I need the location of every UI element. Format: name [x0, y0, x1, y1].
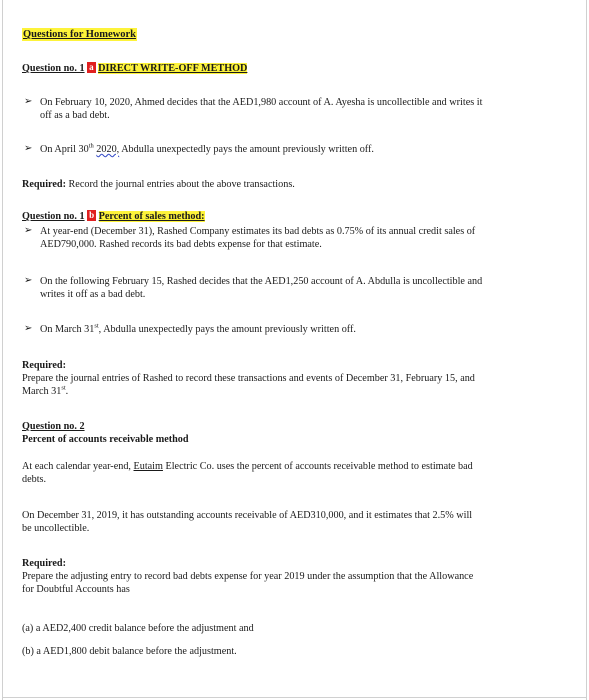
q1b-heading-label: Percent of sales method: [98, 211, 205, 222]
q2-option-b: (b) a AED1,800 debit balance before the adjustment. [22, 646, 237, 657]
q2-para-1-line-2: debts. [22, 474, 47, 486]
q1b-required-line-2-pre: March 31 [22, 386, 62, 398]
q2-paragraph-2 [22, 509, 570, 535]
q1b-required-line-1: Prepare the journal entries of Rashed to record these transactions and events of December 31, February 15, and [22, 373, 475, 385]
q2-heading-block [22, 420, 570, 446]
bullet-arrow-icon: ➢ [24, 225, 33, 236]
q2-para-1-post: Electric Co. uses the percent of accounts receivable method to estimate bad [162, 461, 473, 472]
q2-para-1-company: Eutaim [133, 461, 163, 472]
bullet-arrow-icon: ➢ [24, 143, 33, 154]
q2-required-line-1: Prepare the adjusting entry to record bad debts expense for year 2019 under the assumption that the Allowance [22, 571, 474, 583]
q1b-bullet-3 [24, 323, 572, 336]
page-border-bottom [2, 697, 587, 698]
q1a-required-text: Record the journal entries about the above transactions. [65, 179, 295, 190]
q1a-heading [22, 62, 247, 75]
q1b-required [22, 359, 570, 398]
bullet-arrow-icon: ➢ [24, 96, 33, 107]
q1b-bullet-2-line-1: On the following February 15, Rashed decides that the AED1,250 account of A. Abdulla is uncollectible and [40, 276, 483, 287]
q2-option-a: (a) a AED2,400 credit balance before the adjustment and [22, 623, 254, 634]
q1b-required-line-2-sup: st [61, 384, 66, 392]
q2-para-1-pre: At each calendar year-end, [22, 461, 134, 472]
q2-paragraph-1 [22, 460, 570, 486]
q2-para-2-line-1: On December 31, 2019, it has outstanding accounts receivable of AED310,000, and it estimates that 2.5% will [22, 510, 473, 521]
q1b-badge: b [89, 210, 95, 220]
page-border-left [2, 0, 3, 700]
q1b-required-label: Required: [22, 360, 66, 371]
q1a-bullet-2-post: Abdulla unexpectedly pays the amount previously written off. [119, 144, 374, 155]
q2-para-2-line-2: be uncollectible. [22, 523, 90, 535]
bullet-arrow-icon: ➢ [24, 323, 33, 334]
q1b-bullet-2 [24, 275, 572, 301]
q1a-bullet-1 [24, 96, 572, 122]
q1b-bullet-1-line-2: AED790,000. Rashed records its bad debts expense for that estimate. [40, 239, 322, 251]
page-border-right [586, 0, 587, 700]
q2-required-label: Required: [22, 558, 66, 569]
q1a-heading-label: DIRECT WRITE-OFF METHOD [98, 63, 248, 74]
q1a-badge: a [89, 62, 94, 72]
q1a-bullet-2 [24, 143, 572, 156]
q1b-bullet-3-sup: st [94, 322, 99, 330]
q1b-heading-prefix: Question no. 1 [22, 211, 85, 222]
q1a-bullet-2-pre: On April 30 [40, 144, 89, 155]
q2-heading: Question no. 2 [22, 421, 85, 432]
q1b-heading [22, 210, 205, 223]
q1b-bullet-3-pre: On March 31 [40, 324, 95, 335]
q2-required-line-2: for Doubtful Accounts has [22, 584, 130, 596]
q1a-heading-prefix: Question no. 1 [22, 63, 85, 74]
q1a-bullet-1-line-1: On February 10, 2020, Ahmed decides that the AED1,980 account of A. Ayesha is uncollectible and writes it [40, 97, 483, 108]
q1b-bullet-2-line-2: writes it off as a bad debt. [40, 289, 146, 301]
q1b-required-line-2 [22, 385, 570, 398]
q1a-required-label: Required: [22, 179, 66, 190]
q1b-bullet-3-post: , Abdulla unexpectedly pays the amount previously written off. [98, 324, 356, 335]
page-title: Questions for Homework [23, 29, 136, 40]
bullet-arrow-icon: ➢ [24, 275, 33, 286]
q1b-bullet-1-line-1: At year-end (December 31), Rashed Company estimates its bad debts as 0.75% of its annual credit sales of [40, 226, 476, 237]
q1a-bullet-2-sup: th [88, 142, 94, 150]
q1a-bullet-1-line-2: off as a bad debt. [40, 110, 110, 122]
q1b-required-line-2-post: . [65, 386, 69, 398]
q1b-bullet-1 [24, 225, 572, 251]
q2-subheading: Percent of accounts receivable method [22, 434, 189, 446]
q1a-bullet-2-year: 2020, [96, 144, 120, 155]
q2-required [22, 557, 570, 596]
q1a-required [22, 178, 295, 191]
